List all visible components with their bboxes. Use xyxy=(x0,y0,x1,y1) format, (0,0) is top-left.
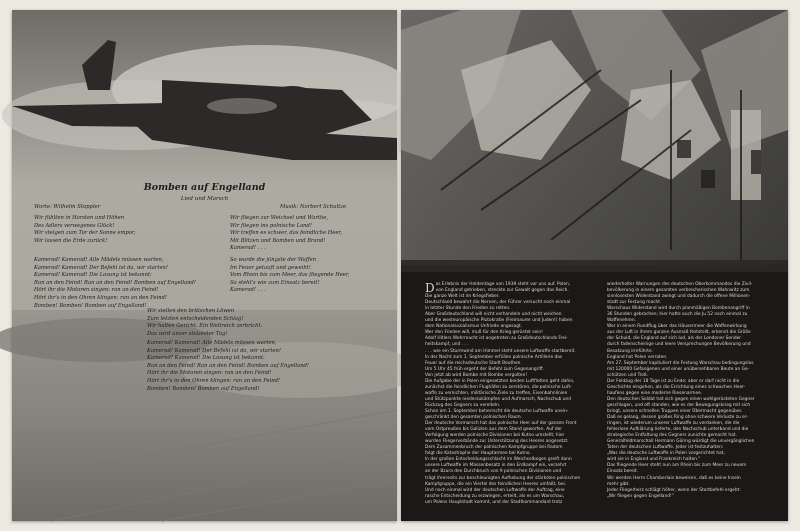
article-line: der Schuld, die England auf sich lud, als der Londoner Sender xyxy=(607,336,742,342)
article-line: Wer in einem Rundflug über das Häusermeer die Waffenwirkung xyxy=(607,324,747,330)
lyric-line: Mit Blitzen und Bomben und Brand! xyxy=(230,237,326,244)
lyric-line: Kamerad! Kamerad! Alle Mädels müssen warten, xyxy=(34,257,164,263)
article-line: haufens gegen eine moderne Riesenarmee. xyxy=(607,390,703,396)
article-line: Von jetzt ab wird Bombe mit Bombe vergolten! xyxy=(425,372,528,378)
article-line: rasche Entscheidung zu erzwingen, erteilt, als es um Warschau, xyxy=(425,493,564,499)
article-line: bevölkerung in einem gesamten verbrecherischen Wahnwitz zum xyxy=(607,288,750,294)
lyric-line: Wir fühlten in Horsten und Höhen xyxy=(34,215,125,221)
article-column-2 xyxy=(607,282,783,500)
article-line: Um 5 Uhr 45 früh ergeht der Befehl zum Gegenangriff. xyxy=(425,366,544,372)
article-line: mehr gibt. xyxy=(607,481,630,487)
article-line: geschlagen, und oft standen, wie es der Bewegungskrieg mit sich xyxy=(607,402,751,408)
lyric-line: So wurde die jüngste der Waffen xyxy=(230,257,316,263)
lyric-line: Kamerad! Kamerad! Die Losung ist bekannt: xyxy=(147,355,265,362)
article-line: in letzter Stunde den Frieden zu retten. xyxy=(425,306,511,312)
article-line: Adolf Hitlers Wehrmacht ist angetreten zu Großdeutschlands Frei- xyxy=(425,336,568,342)
article-line: Die Aufgabe der in Polen eingesetzten beiden Luftflotten geht dahin, xyxy=(425,378,575,384)
article-line: von England getrieben, streckte zur Gewalt gegen das Reich. xyxy=(435,288,569,294)
lyric-line: Hört ihr's in den Ohren klingen: ran an den Feind! xyxy=(34,294,167,301)
right-page xyxy=(401,10,788,521)
article-column-1 xyxy=(425,282,607,506)
article-line: Kampfgruppe, die ein Viertel des feindlichen Heeres umfaßt, bei. xyxy=(425,481,567,487)
article-line: wird sie in England und Frankreich halten." xyxy=(607,457,701,463)
article-line: strategische Entfaltung des Gegners zunichte gemacht hat. xyxy=(607,433,737,439)
article-line: aus der Luft in ihrem ganzen Ausmaß feststellt, erkennt die Größe xyxy=(607,330,751,336)
verse-2 xyxy=(230,257,349,295)
article-line: Geschichte eingehen, als die Errichtung eines schwachen Heer- xyxy=(607,384,746,390)
article-line: In der Nacht zum 1. September erfüllen polnische Artillerie das xyxy=(425,354,563,360)
lyric-line: Ran an den Feind! Ran an den Feind! Bomben auf Engelland! xyxy=(147,362,309,369)
article-line: Die ganze Welt ist im Kriegsfieber. xyxy=(425,294,500,300)
lyric-line: Wir stellen den britischen Löwen xyxy=(147,308,235,314)
article-line: Dem Zusammenbruch der polnischen Kampfgruppe bei Radom xyxy=(425,445,563,451)
article-line: sinnlosesten Widerstand zwingt und dadurch die offene Millionen- xyxy=(607,294,751,300)
lyric-line: Wir fliegen ins polnische Land! xyxy=(230,222,312,229)
article-line: Am 27. September kapituliert die Festung Warschau bedingungslos xyxy=(607,360,754,366)
lyric-line: Wir treffen es schwer, das feindliche Heer, xyxy=(230,230,342,237)
article-line: Deutschland bewahrt die Nerven, der Führer versucht noch einmal xyxy=(425,300,571,306)
article-line: folgt die Katastrophe der Hauptarmee bei Kutno. xyxy=(425,451,531,457)
article-line: dem Nationalsozialismus Unfriede angesagt. xyxy=(425,324,523,330)
article-line: schützen und Troß. xyxy=(607,372,649,378)
article-line: Das Erlebnis der Heldentage von 1939 steht vor uns auf. Polen, xyxy=(425,281,571,295)
verse-3 xyxy=(147,308,262,338)
article-line: Aber Großdeutschland will nicht verhandeln und nicht weichen xyxy=(425,312,562,318)
article-line: zunächst die feindlichen Flughäfen zu zerstören, die polnische Luft- xyxy=(425,384,572,390)
article-line: und Stützpunkte niederzukämpfen und Aufmarsch, Nachschub und xyxy=(425,396,572,402)
article-line: ringen, ist wiederum unserer Luftwaffe zu verdanken, die die xyxy=(607,421,740,427)
article-line: England hat Polen verraten. xyxy=(607,354,668,360)
article-line: In der großen Entscheidungsschlacht im Weichselbogen greift dann xyxy=(425,457,572,463)
article-line: Besatzung irreführte. xyxy=(607,348,654,354)
article-line: Schon am 1. September beherrscht die deutsche Luftwaffe unein- xyxy=(425,408,569,414)
verse-1b xyxy=(230,215,342,253)
article-line: „Wir fliegen gegen Engelland!" xyxy=(607,493,674,499)
article-line: mit 120000 Gefangenen und einer unübersehbaren Beute an Ge- xyxy=(607,366,750,372)
lyric-line: Des Adlers verwegenes Glück! xyxy=(34,222,115,229)
words-credit: Worte: Wilhelm Stoppler xyxy=(34,204,101,210)
article-line: um Polens Hauptstadt kommt, und der Stadtkommandant trotz xyxy=(425,499,563,505)
article-line: bringt, unsere schnellen Truppen einer Übermacht gegenüber. xyxy=(607,408,743,414)
lyric-line: So steht's wie zum Einsatz bereit! xyxy=(230,279,320,286)
lyric-line: Kamerad! Kamerad! Die Losung ist bekannt: xyxy=(34,272,152,279)
lyric-line: Zum letzten entscheidenden Schlag! xyxy=(147,315,244,322)
article-line: Generalfeldmarschall Hermann Göring würdigt die unvergänglichen xyxy=(607,439,755,445)
song-subtitle: Lied und Marsch xyxy=(180,196,229,202)
song-title: Bomben auf Engelland xyxy=(143,182,266,193)
article-line: an der Bzura den Durchbruch von 9 polnischen Divisionen und xyxy=(425,469,562,475)
article-line: fehlerlose Aufklärung lieferte, den Nachschub unterband und die xyxy=(607,427,749,433)
article-line: . . . wie ein Sturmwind am Himmel steht unsere Luftwaffe startbereit. xyxy=(425,348,576,354)
lyric-line: Ran an den Feind! Ran an den Feind! Bomben auf Engelland! xyxy=(34,279,196,286)
article-line: Verfolgung werden polnische Divisionen bei Kutno umstellt; hier xyxy=(425,433,565,439)
lyric-line: Kamerad! Kamerad! Der Befehl ist da, wir starten! xyxy=(34,264,168,271)
article-line: Den deutschen Soldat hat sich gegen einen wohlgerüsteten Gegner xyxy=(607,396,755,402)
lyric-line: Bomben! Bomben! Bomben auf Engelland! xyxy=(34,302,147,309)
lyric-line: Wir lassen die Erde zurück! xyxy=(34,237,108,244)
article-line: „Was die deutsche Luftwaffe in Polen vorgerichtet hat, xyxy=(607,451,725,457)
lyric-line: Hört ihr's in den Ohren klingen: ran an den Feind! xyxy=(147,377,280,384)
article-line: trägt ihrerseits zur beschleunigten Aufhebung der stärksten polnischen xyxy=(425,475,581,481)
chorus-2 xyxy=(147,340,309,393)
article-line: wurden Fliegerverbände zur Unterstützung des Heeres angesetzt. xyxy=(425,439,569,445)
article-line: Warschaus Widerstand wird durch planmäßigen Bombenangriff in xyxy=(607,306,750,312)
article-line: Taten der deutschen Luftwaffe. Jeder ist festzuhalten: xyxy=(607,445,724,451)
article-line: Einsatz bereit. xyxy=(607,469,639,475)
article-line: Und noch einmal wird der deutschen Luftwaffe der Auftrag, eine xyxy=(425,487,565,493)
article-line: und die westeuropäische Plutokratie (Freimaurer und Juden!) haben xyxy=(425,318,573,324)
article-line: Das fliegende Heer steht nun am Rhein bis zum Meer zu neuem xyxy=(607,463,747,469)
article-line: Wer den Frieden will, muß für den Krieg gerüstet sein! xyxy=(425,330,543,336)
lyric-line: Bomben! Bomben! Bomben auf Engelland! xyxy=(147,385,260,392)
article-line: stadt zur Festung macht. xyxy=(607,300,662,306)
article-line: wiederholter Warnungen des deutschen Oberkommandos die Zivil- xyxy=(607,282,753,287)
article-line: unsere Luftwaffe im Massenbesatz in den Erdkampf ein, verzehrt xyxy=(425,463,567,469)
music-credit: Musik: Norbert Schultze xyxy=(280,204,347,210)
lyric-line: Wir steigen zum Tor der Sonne empor, xyxy=(34,230,136,237)
lyric-line: Kamerad! . . . xyxy=(230,245,266,252)
article-line: durch fadenscheinige und leere Versprechungen Bevölkerung und xyxy=(607,342,751,348)
lyric-line: Kamerad! Kamerad! Alle Mädels müssen warten, xyxy=(147,340,277,346)
article-line: 36 Stunden gebrochen; hier hatte auch die Ju 52 noch einmal zu xyxy=(607,312,748,318)
lyric-line: Hört ihr die Motoren singen: ran an den Feind! xyxy=(147,370,272,377)
article-line: vom Ostpreußen bis Galizien aus dem Stand geworfen. Auf der xyxy=(425,427,563,433)
article-line: Waffenehren. xyxy=(607,318,637,324)
article-line: waffe zu vernichten, militärische Ziele zu treffen, Eisenbahnlinien xyxy=(425,390,568,396)
lyric-line: Wir halten Gericht. Ein Weltreich zerbricht. xyxy=(147,323,263,330)
article-line: heitskampf, und . . . xyxy=(425,342,469,348)
article-line: geschränkt den gesamten polnischen Raum. xyxy=(425,415,523,421)
article-line: Rückzug des Gegners zu vereiteln. xyxy=(425,402,501,408)
drop-cap: D xyxy=(425,281,435,295)
lyric-line: Das wird unser stolzester Tag! xyxy=(147,330,228,337)
lyric-line: Vom Rhein bis zum Meer, das fliegende Heer, xyxy=(230,272,350,279)
left-page xyxy=(12,10,397,521)
lyric-line: Wir fliegen zur Weichsel und Warthe, xyxy=(230,215,328,221)
article-line: Der deutsche Vormarsch hat das polnische Heer auf der ganzen Front xyxy=(425,421,577,427)
lyric-line: Im Feuer getauft und geweiht! xyxy=(230,264,311,271)
article-line: Daß es gelang, dessen großes Ring ohne schwere Verluste zu er- xyxy=(607,415,748,421)
article-line: Jeder Fliegerherz schlägt höher, wenn der Startbefehl ergeht: xyxy=(607,487,741,493)
article-line: Der Feldzug der 18 Tage ist zu Ende; aber er darf nicht in die xyxy=(607,378,740,384)
verse-1 xyxy=(34,215,135,245)
lyric-line: Hört ihr die Motoren singen: ran an den Feind! xyxy=(34,287,159,294)
lyric-line: Kamerad! Kamerad! Der Befehl ist da, wir starten! xyxy=(147,347,281,354)
article-line: Feuer auf die reichsdeutsche Stadt Beuthen. xyxy=(425,360,522,366)
chorus-1 xyxy=(34,257,196,310)
article-line: Wir werden Herrn Chamberlain beweisen, daß es keine Inseln xyxy=(607,475,741,481)
lyric-line: Kamerad! . . . xyxy=(230,287,266,294)
